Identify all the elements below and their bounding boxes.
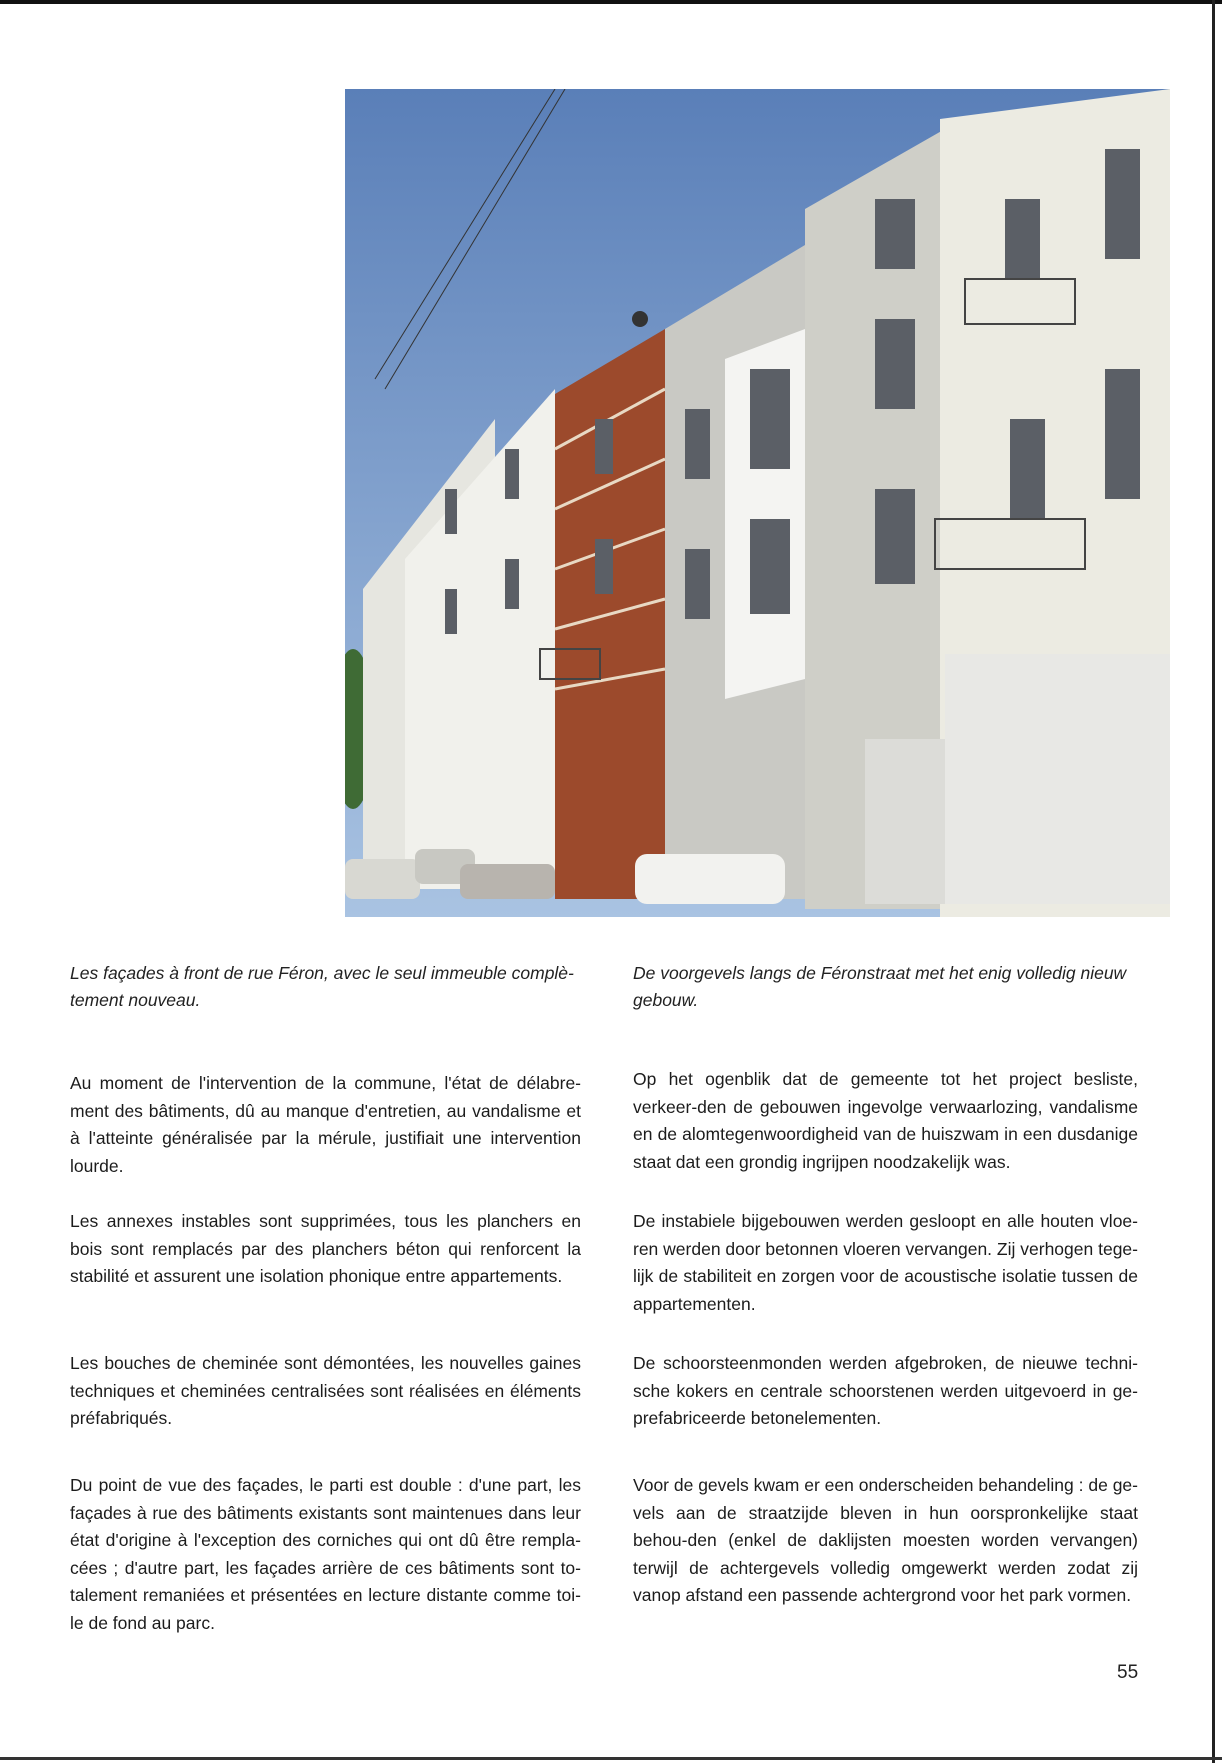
- page-border-top: [0, 0, 1222, 4]
- caption-fr: Les façades à front de rue Féron, avec le seul immeuble complè-tement nouveau.: [70, 963, 574, 1010]
- street-facades-photo: [345, 89, 1170, 917]
- paragraph-nl-3: De schoorsteenmonden werden afgebroken, de nieuwe techni-sche kokers en centrale schoorstenen werden uitgevoerd in ge-prefabriceerde betonelementen.: [633, 1353, 1138, 1428]
- page-number: 55: [1117, 1662, 1139, 1683]
- caption-nl: De voorgevels langs de Féronstraat met het enig volledig nieuw gebouw.: [633, 963, 1127, 1010]
- paragraph-fr-1: Au moment de l'intervention de la commune, l'état de délabre-ment des bâtiments, dû au manque d'entretien, au vandalisme et à l'atteinte généralisée par la mérule, justifiait une intervention lourde.: [70, 1073, 581, 1176]
- page-border-right: [1212, 0, 1215, 1763]
- paragraph-fr-2: Les annexes instables sont supprimées, tous les planchers en bois sont remplacés par des planchers béton qui renforcent la stabilité et assurent une isolation phonique entre appartements.: [70, 1211, 581, 1286]
- photo-street-facades-icon: [345, 89, 1170, 917]
- page-border-bottom: [0, 1757, 1222, 1760]
- paragraph-fr-3: Les bouches de cheminée sont démontées, les nouvelles gaines techniques et cheminées centralisées sont réalisées en éléments préfabriqués.: [70, 1353, 581, 1428]
- paragraph-nl-1: Op het ogenblik dat de gemeente tot het project besliste, verkeer-den de gebouwen ingevolge verwaarlozing, vandalisme en de alomtegenwoordigheid van de huiszwam in een dusdanige staat dat een grondig ingrijpen noodzakelijk was.: [633, 1069, 1138, 1172]
- paragraph-fr-4: Du point de vue des façades, le parti est double : d'une part, les façades à rue des bâtiments existants sont maintenues dans leur état d'origine à l'exception des corniches qui ont dû être rempla-cées ; d'autre part, les façades arrière de ces bâtiments sont to-talement remaniées et présentées en lecture distante comme toi-le de fond au parc.: [70, 1475, 581, 1633]
- paragraph-nl-4: Voor de gevels kwam er een onderscheiden behandeling : de ge-vels aan de straatzijde bleven in hun oorspronkelijke staat behou-den (enkel de daklijsten moesten worden vervangen) terwijl de achtergevels volledig omgewerkt werden zodat zij vanop afstand een passende achtergrond voor het park vormen.: [633, 1475, 1138, 1605]
- paragraph-nl-2: De instabiele bijgebouwen werden gesloopt en alle houten vloe-ren werden door betonnen vloeren vervangen. Zij verhogen tege-lijk de stabiliteit en zorgen voor de acoustische isolatie tussen de appartementen.: [633, 1211, 1138, 1314]
